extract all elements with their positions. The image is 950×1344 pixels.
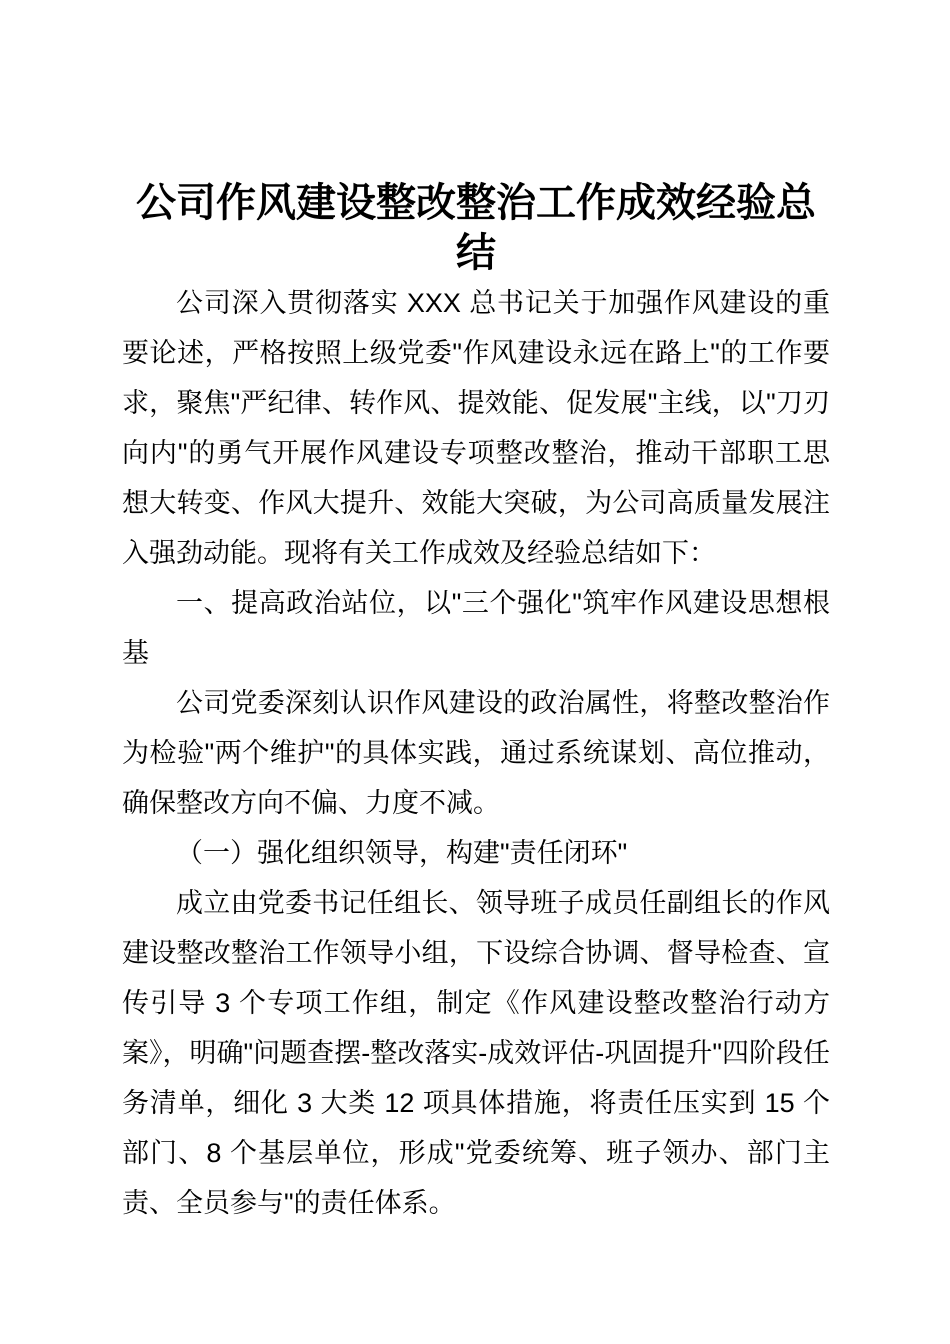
paragraph-intro: 公司深入贯彻落实 XXX 总书记关于加强作风建设的重要论述，严格按照上级党委"作风建设永远在路上"的工作要求，聚焦"严纪律、转作风、提效能、促发展"主线，以"刀刃向内"的勇气开展作风建设专项整改整治，推动干部职工思想大转变、作风大提升、效能大突破，为公司高质量发展注入强劲动能。现将有关工作成效及经验总结如下：: [122, 288, 830, 568]
paragraph-section-1-intro: 公司党委深刻认识作风建设的政治属性，将整改整治作为检验"两个维护"的具体实践，通过系统谋划、高位推动，确保整改方向不偏、力度不减。: [122, 688, 830, 818]
section-heading-1: 一、提高政治站位，以"三个强化"筑牢作风建设思想根基: [122, 588, 830, 668]
document-body: [122, 278, 830, 1228]
section-heading-1-1: （一）强化组织领导，构建"责任闭环": [176, 838, 628, 868]
document-title: 公司作风建设整改整治工作成效经验总结: [136, 181, 816, 275]
paragraph-section-1-1-body: 成立由党委书记任组长、领导班子成员任副组长的作风建设整改整治工作领导小组，下设综合协调、督导检查、宣传引导 3 个专项工作组，制定《作风建设整改整治行动方案》，明确"问题查摆-整改落实-成效评估-巩固提升"四阶段任务清单，细化 3 大类 12 项具体措施，将责任压实到 15 个部门、8 个基层单位，形成"党委统筹、班子领办、部门主责、全员参与"的责任体系。: [122, 888, 830, 1218]
